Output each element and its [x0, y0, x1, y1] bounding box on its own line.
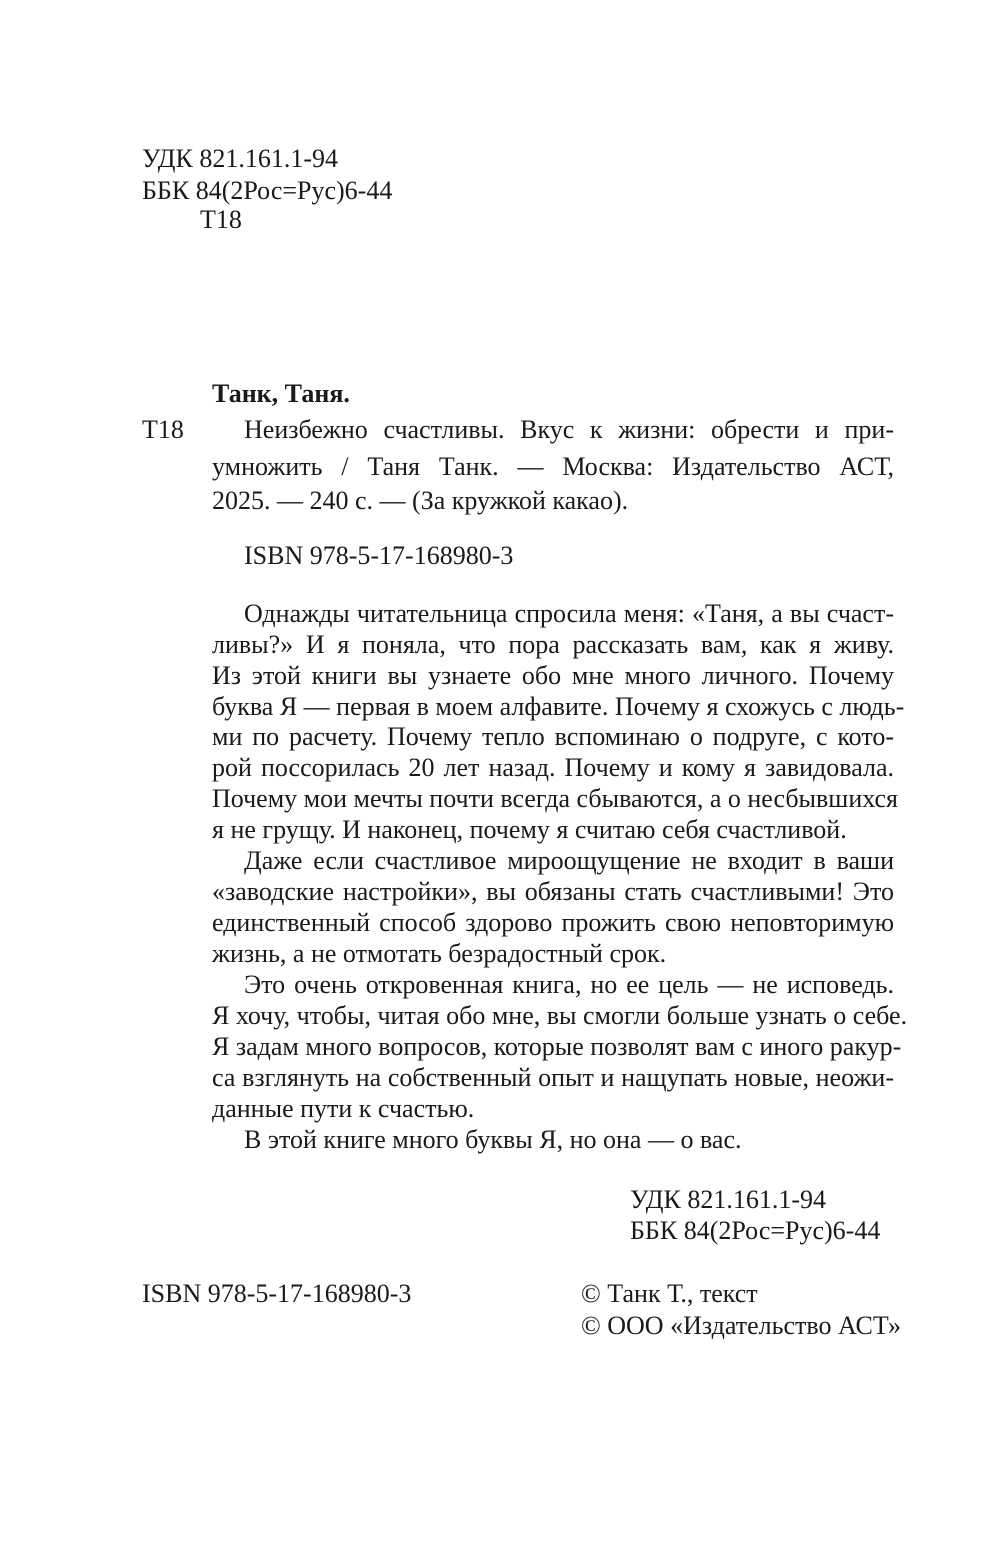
annotation-line: В этой книге много буквы Я, но она — о вас. — [244, 1125, 742, 1154]
title-line: умножить / Таня Танк. — Москва: Издательство АСТ, — [212, 452, 894, 481]
bbk-code: ББК 84(2Рос=Рус)6-44 — [142, 176, 393, 205]
annotation-line: Это очень откровенная книга, но ее цель — не исповедь. — [244, 970, 894, 999]
bottom-udk-code: УДК 821.161.1-94 — [630, 1185, 827, 1214]
annotation-line: буква Я — первая в моем алфавите. Почему я схожусь с людь- — [212, 692, 905, 721]
annotation-line: са взглянуть на собственный опыт и нащупать новые, неожи- — [212, 1063, 894, 1092]
annotation-line: единственный способ здорово прожить свою неповторимую — [212, 908, 894, 937]
annotation-line: «заводские настройки», вы обязаны стать счастливыми! Это — [212, 877, 894, 906]
copyright-text: © Танк Т., текст — [581, 1279, 758, 1308]
author-mark: Т18 — [200, 205, 242, 234]
author-heading: Танк, Таня. — [212, 379, 350, 408]
annotation-line: Однажды читательница спросила меня: «Таня, а вы счаст- — [244, 599, 894, 628]
title-line: Неизбежно счастливы. Вкус к жизни: обрести и при- — [244, 415, 894, 444]
annotation-line: Из этой книги вы узнаете обо мне много личного. Почему — [212, 661, 894, 690]
catalog-isbn: ISBN 978-5-17-168980-3 — [244, 541, 514, 570]
annotation-line: Я хочу, чтобы, читая обо мне, вы смогли больше узнать о себе. — [212, 1001, 908, 1030]
annotation-line: рой поссорилась 20 лет назад. Почему и кому я завидовала. — [212, 753, 894, 782]
annotation-line: ливы?» И я поняла, что пора рассказать вам, как я живу. — [212, 630, 894, 659]
annotation-line: ми по расчету. Почему тепло вспоминаю о подруге, с кото- — [212, 722, 894, 751]
annotation-line: Я задам много вопросов, которые позволят вам с иного ракур- — [212, 1032, 902, 1061]
footer-isbn: ISBN 978-5-17-168980-3 — [142, 1279, 412, 1308]
annotation-line: я не грущу. И наконец, почему я считаю себя счастливой. — [212, 815, 847, 844]
catalog-author-mark: Т18 — [142, 415, 184, 444]
annotation-line: Почему мои мечты почти всегда сбываются, а о несбывшихся — [212, 784, 898, 813]
annotation-line: жизнь, а не отмотать безрадостный срок. — [212, 939, 667, 968]
annotation-line: Даже если счастливое мироощущение не входит в ваши — [244, 846, 894, 875]
annotation-line: данные пути к счастью. — [212, 1094, 475, 1123]
udk-code: УДК 821.161.1-94 — [142, 144, 339, 173]
copyright-publisher: © ООО «Издательство АСТ» — [581, 1311, 902, 1340]
title-line: 2025. — 240 с. — (За кружкой какао). — [212, 486, 629, 515]
bottom-bbk-code: ББК 84(2Рос=Рус)6-44 — [630, 1216, 881, 1245]
